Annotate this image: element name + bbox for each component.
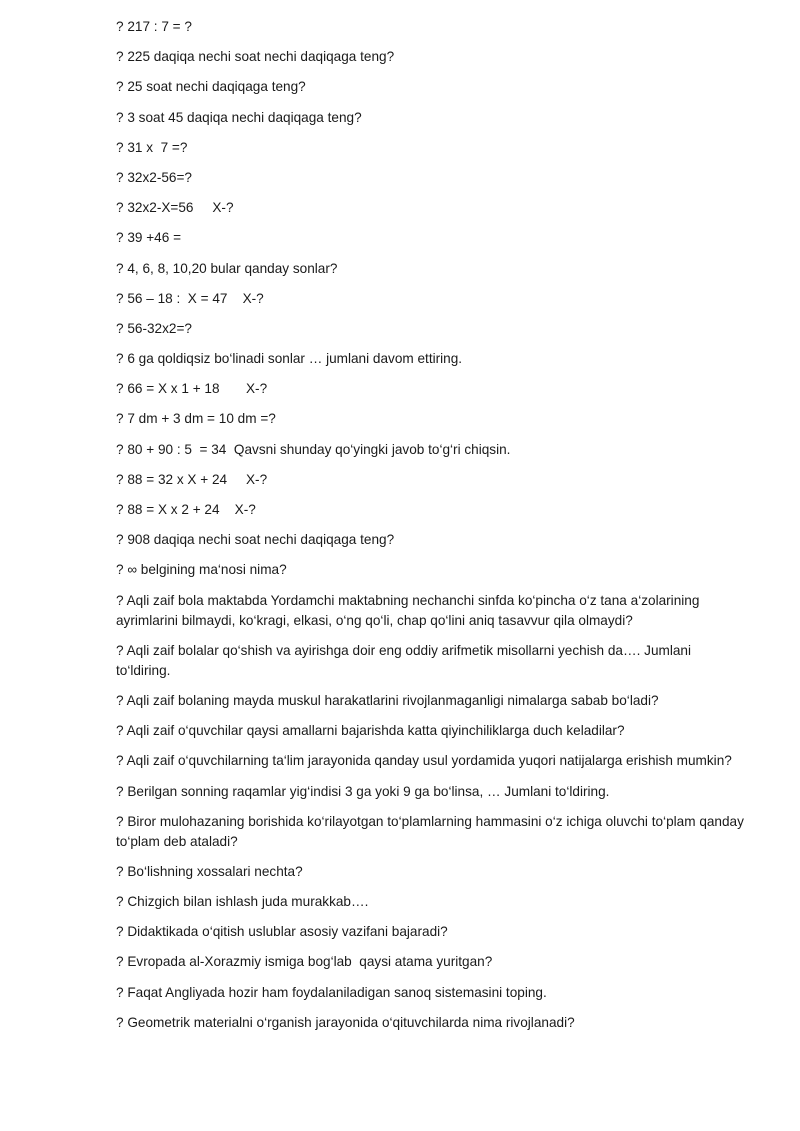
question-line: ? Didaktikada o‘qitish uslublar asosiy vazifani bajaradi? — [116, 924, 448, 940]
question-line: ? ∞ belgining ma‘nosi nima? — [116, 562, 287, 578]
question-line: ? Aqli zaif o‘quvchilar qaysi amallarni bajarishda katta qiyinchiliklarga duch keladilar? — [116, 723, 625, 739]
question-line: ? 217 : 7 = ? — [116, 19, 192, 34]
question-line: ? Aqli zaif bola maktabda Yordamchi maktabning nechanchi sinfda ko‘pincha o‘z tana a‘zolarining ayrimlarini bilmaydi, ko‘kragi, elkasi, o‘ng qo‘li, chap qo‘lini aniq tasavvur qila olmaydi? — [116, 592, 704, 628]
question-line: ? 39 +46 = — [116, 230, 182, 246]
question-line: ? Aqli zaif o‘quvchilarning ta‘lim jarayonida qanday usul yordamida yuqori natijalarga erishish mumkin? — [116, 753, 732, 769]
question-line: ? 31 x 7 =? — [116, 139, 188, 155]
question-line: ? 25 soat nechi daqiqaga teng? — [116, 79, 306, 95]
question-line: ? Geometrik materialni o‘rganish jarayonida o‘qituvchilarda nima rivojlanadi? — [116, 1014, 575, 1030]
question-line: ? Berilgan sonning raqamlar yig‘indisi 3 ga yoki 9 ga bo‘linsa, … Jumlani to‘ldiring. — [116, 783, 610, 799]
question-line: ? Aqli zaif bolalar qo‘shish va ayirishga doir eng oddiy arifmetik misollarni yechish da…. Jumlani to‘ldiring. — [116, 642, 695, 678]
question-line: ? 88 = X x 2 + 24 X-? — [116, 502, 256, 517]
question-line: ? 56 – 18 : X = 47 X-? — [116, 290, 264, 306]
question-line: ? 3 soat 45 daqiqa nechi daqiqaga teng? — [116, 109, 362, 125]
question-line: ? Chizgich bilan ishlash juda murakkab…. — [116, 894, 369, 910]
question-line: ? Biror mulohazaning borishida ko‘rilayotgan to‘plamlarning hammasini o‘z ichiga oluvchi to‘plam qanday to‘plam deb ataladi? — [116, 813, 748, 849]
question-line: ? 80 + 90 : 5 = 34 Qavsni shunday qo‘yingki javob to‘g‘ri chiqsin. — [116, 441, 511, 457]
question-line: ? 225 daqiqa nechi soat nechi daqiqaga teng? — [116, 49, 395, 65]
question-line: ? 66 = X x 1 + 18 X-? — [116, 381, 268, 397]
question-line: ? Evropada al-Xorazmiy ismiga bog‘lab qaysi atama yuritgan? — [116, 954, 493, 970]
question-line: ? 7 dm + 3 dm = 10 dm =? — [116, 411, 276, 427]
question-line: ? 6 ga qoldiqsiz bo‘linadi sonlar … jumlani davom ettiring. — [116, 351, 463, 367]
question-line: ? 908 daqiqa nechi soat nechi daqiqaga teng? — [116, 532, 395, 548]
question-line: ? 32x2-56=? — [116, 169, 192, 185]
question-line: ? 56-32x2=? — [116, 320, 192, 336]
question-line: ? 88 = 32 x X + 24 X-? — [116, 471, 268, 487]
question-line: ? Faqat Angliyada hozir ham foydalaniladigan sanoq sistemasini toping. — [116, 984, 547, 1000]
question-line: ? Bo‘lishning xossalari nechta? — [116, 863, 303, 879]
question-line: ? Aqli zaif bolaning mayda muskul harakatlarini rivojlanmaganligi nimalarga sabab bo‘ladi? — [116, 692, 659, 708]
question-list — [116, 17, 746, 1043]
question-line: ? 4, 6, 8, 10,20 bular qanday sonlar? — [116, 260, 338, 276]
question-line: ? 32x2-X=56 X-? — [116, 200, 234, 216]
